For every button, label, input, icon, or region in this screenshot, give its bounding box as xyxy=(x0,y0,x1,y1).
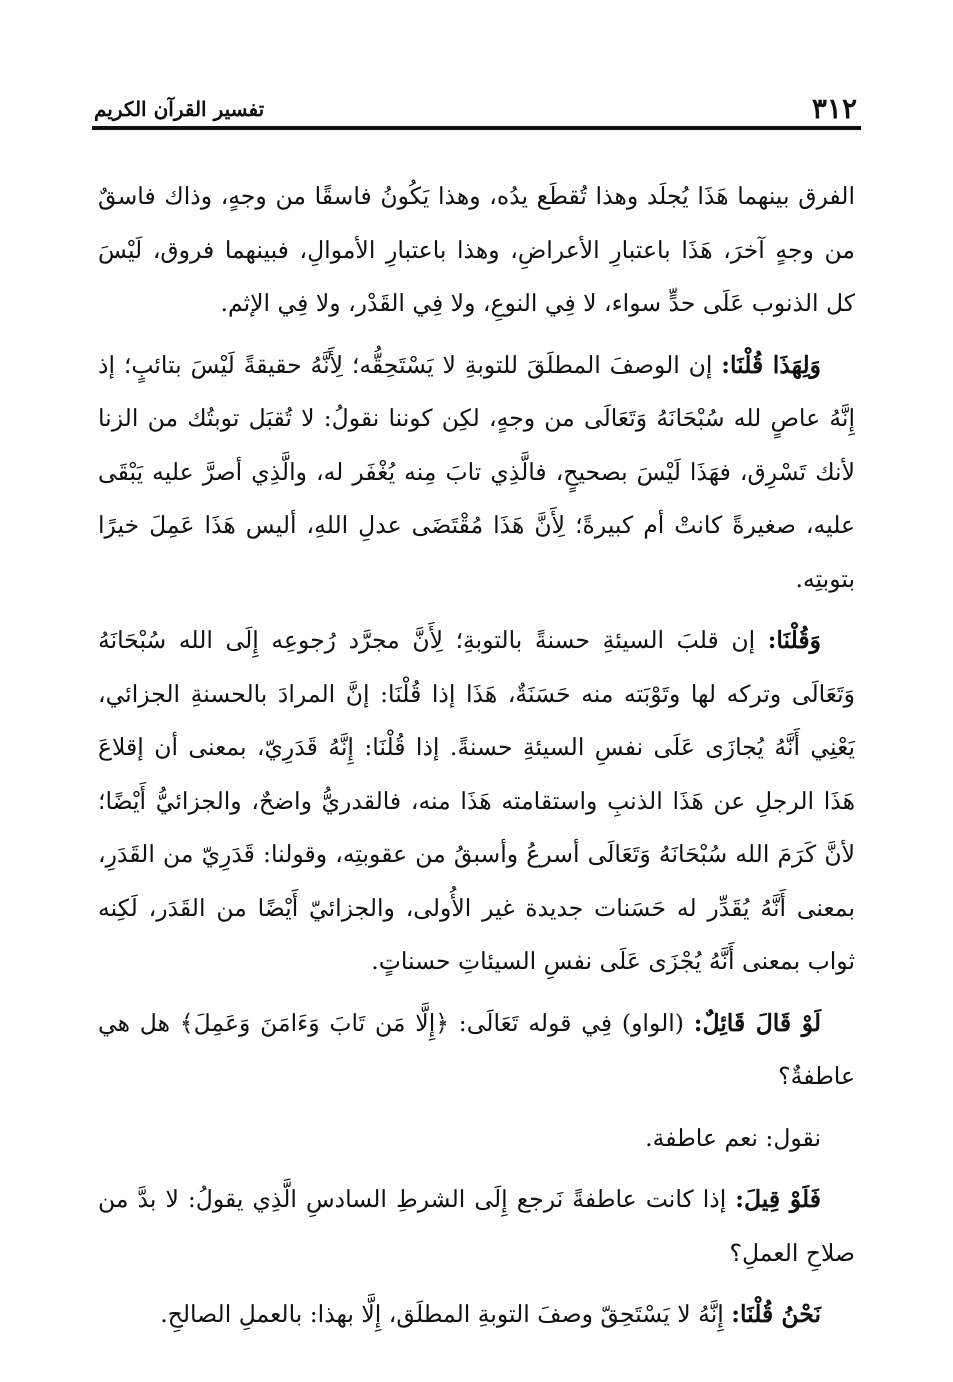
paragraph-7 xyxy=(98,1288,855,1342)
header-rule xyxy=(92,126,861,130)
paragraph-3 xyxy=(98,614,855,989)
paragraph-text: الفرق بينهما هَذَا يُجلَد وهذا تُقطَع يدُه، وهذا يَكُونُ فاسقًا من وجهٍ، وذاك فاسقٌ من وجهٍ آخرَ، هَذَا باعتبارِ الأعراضِ، وهذا باعتبارِ الأموالِ، فبينهما فروق، لَيْسَ كل الذنوب عَلَى حدٍّ سواء، لا فِي النوعِ، ولا فِي القَدْر، ولا فِي الإثم. xyxy=(98,182,855,317)
paragraph-lead: فَلَوْ قِيلَ: xyxy=(735,1185,821,1213)
paragraph-lead: لَوْ قَالَ قَائِلٌ: xyxy=(693,1008,821,1037)
paragraph-6 xyxy=(98,1173,855,1280)
paragraph-lead: نَحْنُ قُلْنَا: xyxy=(731,1300,821,1328)
paragraph-4 xyxy=(98,997,855,1104)
paragraph-text: إذا كانت عاطفةً نَرجع إِلَى الشرطِ السادسِ الَّذِي يقولُ: لا بدَّ من صلاحِ العملِ؟ xyxy=(98,1185,855,1267)
paragraph-text: إن الوصفَ المطلَقَ للتوبةِ لا يَسْتَحِقُّه؛ لِأَنَّهُ حقيقةً لَيْسَ بتائبٍ؛ إذ إِنَّهُ عاصٍ لله سُبْحَانَهُ وَتَعَالَى من وجهٍ، لكِن كوننا نقولُ: لا تُقبَل توبتُك من الزنا لأنك تَسْرِق، فهَذَا لَيْسَ بصحيحٍ، فالَّذِي تابَ مِنه يُغْفَر له، والَّذِي أصرَّ عليه يَبْقَى عليه، صغيرةً كانتْ أم كبيرةً؛ لِأَنَّ هَذَا مُقْتَضَى عدلِ اللهِ، أليس هَذَا عَمِلَ خيرًا بتوبتِه. xyxy=(98,350,855,593)
paragraph-text: نقول: نعم عاطفة. xyxy=(645,1123,821,1152)
book-title: تفسير القرآن الكريم xyxy=(94,97,265,121)
paragraph-text: إن قلبَ السيئةِ حسنةً بالتوبةِ؛ لِأَنَّ مجرَّد رُجوعِه إِلَى الله سُبْحَانَهُ وَتَعَالَى وتركه لها وتَوْبَته منه حَسَنَةٌ، هَذَا إذا قُلْنَا: إنَّ المرادَ بالحسنةِ الجزائي، يَعْنِي أَنَّهُ يُجازَى عَلَى نفسِ السيئةِ حسنةً. إذا قُلْنَا: إِنَّهُ قَدَرِيّ، بمعنى أن إقلاعَ هَذَا الرجلِ عن هَذَا الذنبِ واستقامته هَذَا منه، فالقدريُّ واضحٌ، والجزائيُّ أَيْضًا؛ لأنَّ كَرَمَ الله سُبْحَانَهُ وَتَعَالَى أسرعُ وأسبقُ من عقوبتِه، وقولنا: قَدَرِيّ من القَدَرِ، بمعنى أَنَّهُ يُقَدِّر له حَسَنات جديدة غير الأُولى، والجزائيّ أَيْضًا من القَدَر، لَكِنه ثواب بمعنى أَنَّهُ يُجْزَى عَلَى نفسِ السيئاتِ حسناتٍ. xyxy=(98,626,855,975)
paragraph-text: (الواو) فِي قوله تَعَالَى: ﴿إِلَّا مَن تَابَ وَءَامَنَ وَعَمِلَ﴾ هل هي عاطفةٌ؟ xyxy=(98,1008,855,1090)
paragraph-2 xyxy=(98,339,855,607)
paragraph-lead: وَقُلْنَا: xyxy=(767,626,821,654)
paragraph-text: إِنَّهُ لا يَسْتَحِقّ وصفَ التوبةِ المطلَق، إِلَّا بهذا: بالعملِ الصالحِ. xyxy=(160,1300,732,1328)
paragraph-1 xyxy=(98,170,855,331)
paragraph-5 xyxy=(98,1112,855,1166)
page-number: ٣١٢ xyxy=(811,92,857,125)
paragraph-lead: وَلِهَذَا قُلْنَا: xyxy=(721,350,821,379)
body-text xyxy=(98,170,855,1350)
